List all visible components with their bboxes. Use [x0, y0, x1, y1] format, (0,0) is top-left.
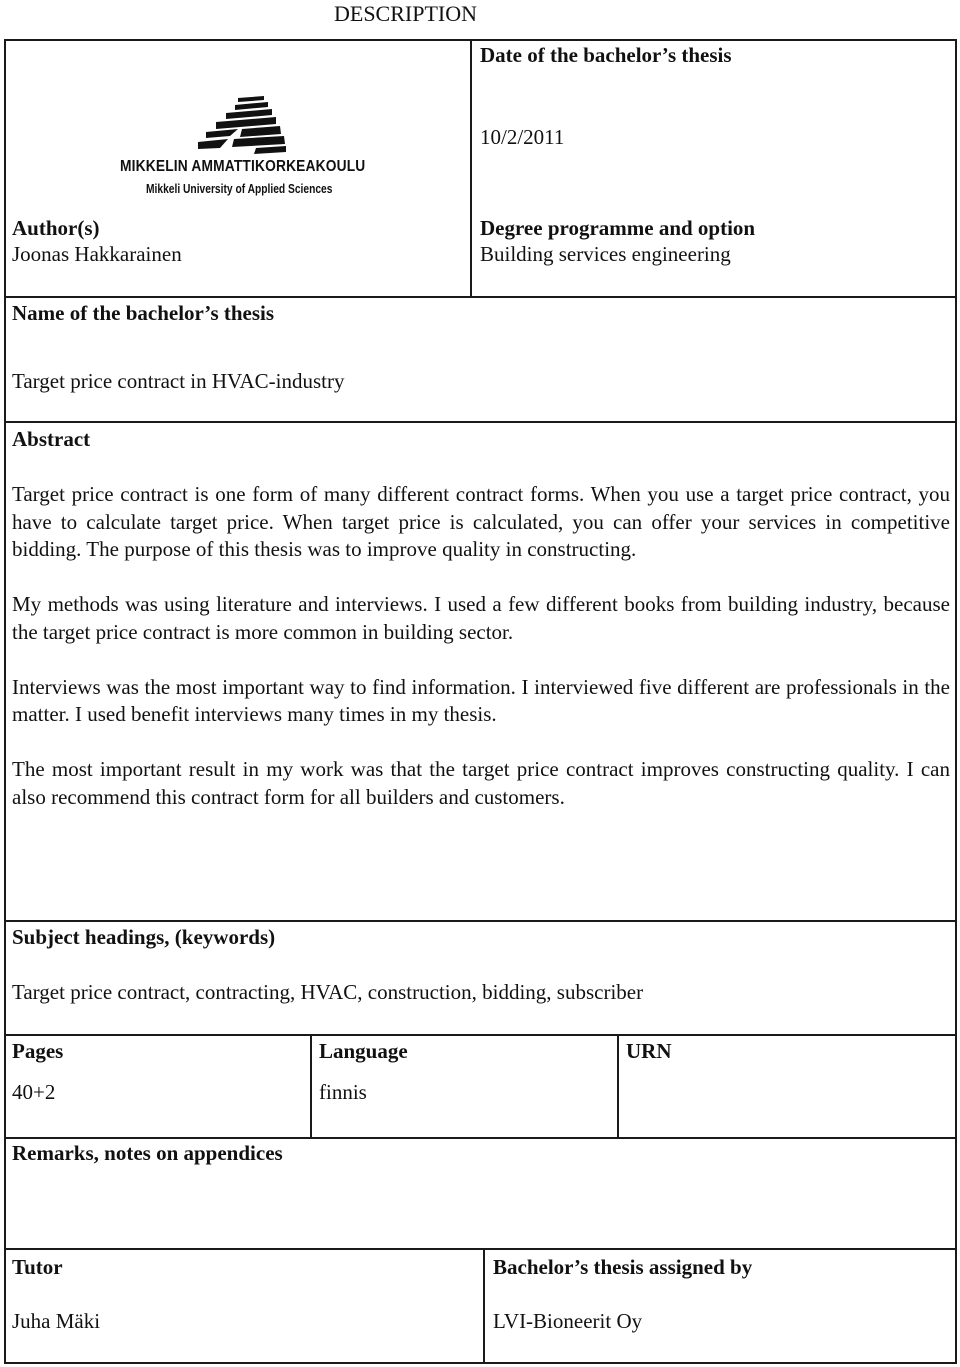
degree-value: Building services engineering — [480, 242, 731, 266]
thesis-name-value: Target price contract in HVAC-industry — [12, 369, 345, 393]
date-label: Date of the bachelor’s thesis — [480, 43, 732, 67]
university-logo — [118, 96, 366, 206]
thesis-name-label: Name of the bachelor’s thesis — [12, 301, 275, 325]
table-border-bottom — [4, 1362, 957, 1364]
logo-emblem-icon — [118, 96, 358, 156]
abstract-paragraph: Target price contract is one form of many different contract forms. When you use a target price contract, you have to calculate target price. When target price is calculated, you can offer your services in competitive bidding. The purpose of this thesis was to improve quality in constructing. — [12, 482, 950, 561]
tutor-label: Tutor — [12, 1255, 63, 1279]
logo-subtitle: Mikkeli University of Applied Sciences — [146, 182, 333, 196]
abstract-paragraph: My methods was using literature and interviews. I used a few different books from building industry, because the target price contract is more common in building sector. — [12, 592, 950, 644]
pages-value: 40+2 — [12, 1080, 56, 1104]
assigned-by-value: LVI-Bioneerit Oy — [493, 1309, 643, 1333]
page-header: DESCRIPTION — [334, 1, 478, 26]
language-label: Language — [319, 1039, 408, 1063]
table-border-right — [955, 39, 957, 1364]
divider-below-title — [4, 421, 957, 423]
abstract-paragraph: The most important result in my work was that the target price contract improves constructing quality. I can also recommend this contract form for all builders and customers. — [12, 757, 950, 809]
divider-below-keywords — [4, 1034, 957, 1036]
divider-below-abstract — [4, 920, 957, 922]
degree-label: Degree programme and option — [480, 216, 756, 240]
abstract-paragraph: Interviews was the most important way to find information. I interviewed five different are professionals in the matter. I used benefit interviews many times in my thesis. — [12, 674, 950, 726]
divider-below-author — [4, 296, 957, 298]
urn-label: URN — [626, 1039, 672, 1063]
table-border-top — [4, 39, 957, 41]
divider-top-block — [470, 39, 472, 297]
divider-pages-language — [310, 1034, 312, 1138]
divider-below-pages — [4, 1137, 957, 1139]
divider-language-urn — [617, 1034, 619, 1138]
logo-name: MIKKELIN AMMATTIKORKEAKOULU — [120, 158, 366, 175]
table-border-left — [4, 39, 6, 1364]
tutor-value: Juha Mäki — [12, 1309, 101, 1333]
keywords-value: Target price contract, contracting, HVAC, construction, bidding, subscriber — [12, 980, 644, 1004]
abstract-label: Abstract — [12, 427, 91, 451]
author-value: Joonas Hakkarainen — [12, 242, 182, 266]
remarks-label: Remarks, notes on appendices — [12, 1141, 283, 1165]
keywords-label: Subject headings, (keywords) — [12, 925, 276, 949]
assigned-by-label: Bachelor’s thesis assigned by — [493, 1255, 753, 1279]
divider-below-remarks — [4, 1248, 957, 1250]
pages-label: Pages — [12, 1039, 64, 1063]
date-value: 10/2/2011 — [480, 125, 565, 149]
divider-tutor-assigned — [483, 1248, 485, 1364]
author-label: Author(s) — [12, 216, 100, 240]
language-value: finnis — [319, 1080, 367, 1104]
abstract-body — [12, 481, 950, 839]
